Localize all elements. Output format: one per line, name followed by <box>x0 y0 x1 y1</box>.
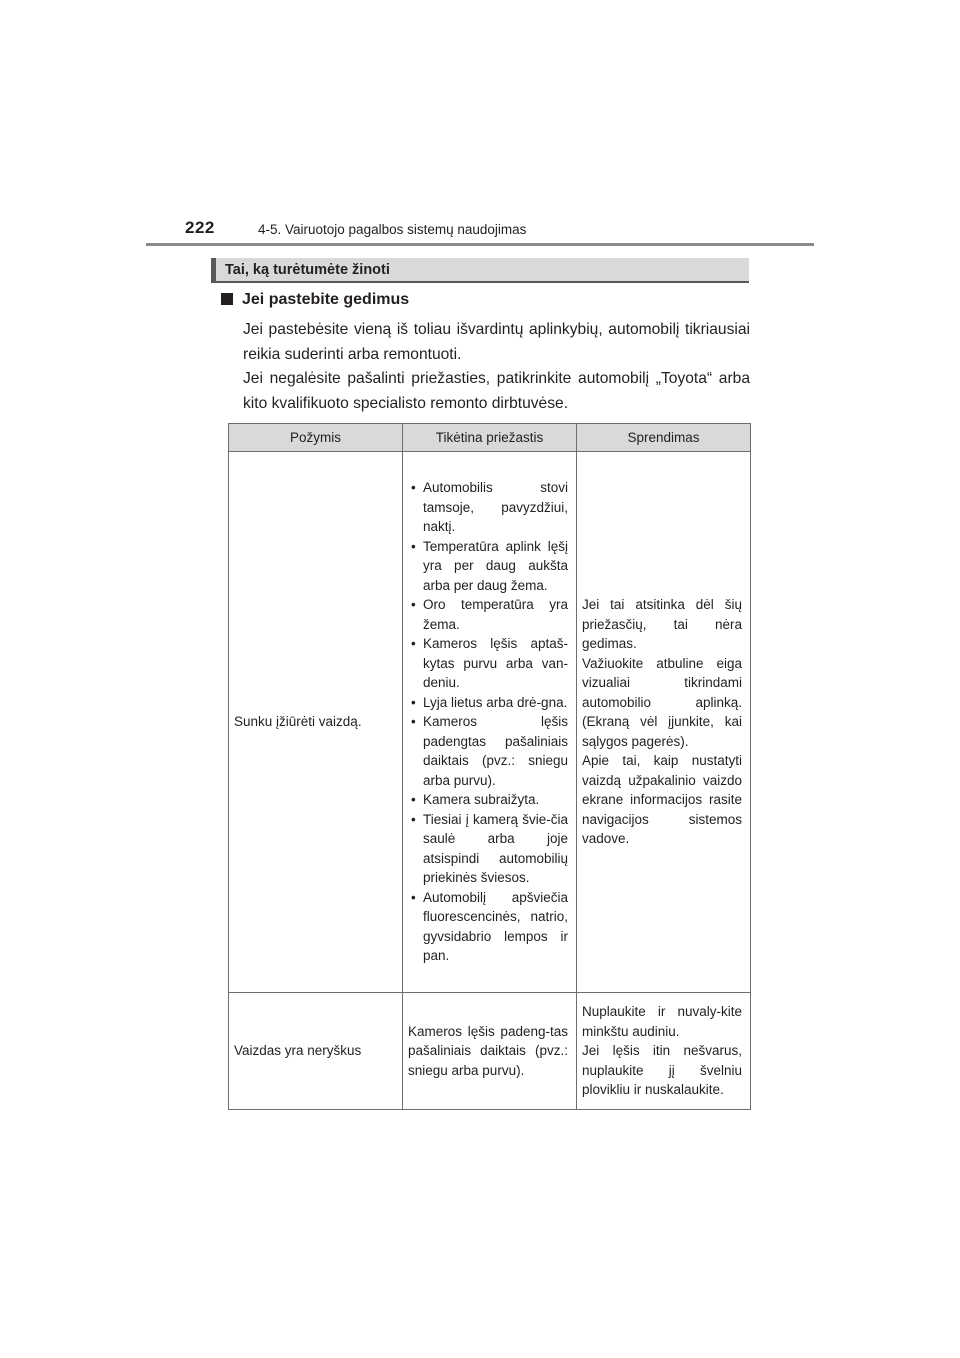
remedy-line: Apie tai, kaip nustatyti vaizdą užpakalinio vaizdo ekrane informacijos rasite navigacijos sistemos vadove. <box>582 753 742 847</box>
table-row <box>229 452 751 993</box>
column-header-symptom: Požymis <box>229 424 403 452</box>
intro-paragraph: Jei pastebėsite vieną iš toliau išvardintų aplinkybių, automobilį tikriausiai reikia suderinti arba remontuoti. <box>243 321 750 363</box>
remedy-line: Važiuokite atbuline eiga vizualiai tikrindami automobilio aplinką. (Ekraną vėl įjunkite, kai sąlygos pagerės). <box>582 655 742 749</box>
remedy-cell <box>577 993 751 1110</box>
table-row <box>229 993 751 1110</box>
list-item: • Lyja lietus arba drė-gna. <box>411 694 568 710</box>
remedy-cell <box>577 452 751 993</box>
page-number: 222 <box>185 218 215 237</box>
list-item: • Oro temperatūra yra žema. <box>411 597 568 632</box>
section-banner <box>211 258 749 283</box>
table-header-row <box>229 424 751 452</box>
section-title: Tai, ką turėtumėte žinoti <box>225 262 390 278</box>
list-item: • Kameros lęšis padengtas pašaliniais daiktais (pvz.: sniegu arba purvu). <box>411 714 568 788</box>
remedy-line: Jei tai atsitinka dėl šių priežasčių, tai nėra gedimas. <box>582 597 742 652</box>
list-item: • Kameros lęšis aptaš-kytas purvu arba van-deniu. <box>411 636 568 691</box>
remedy-line: Jei lęšis itin nešvarus, nuplaukite jį švelniu plovikliu ir nuskalaukite. <box>582 1043 742 1098</box>
cause-list <box>408 478 568 966</box>
cause-cell: Kameros lęšis padeng-tas pašaliniais daiktais (pvz.: sniegu arba purvu). <box>403 993 577 1110</box>
chapter-title: 4-5. Vairuotojo pagalbos sistemų naudojimas <box>258 222 527 237</box>
list-item: • Automobilį apšviečia fluorescencinės, natrio, gyvsidabrio lempos ir pan. <box>411 889 568 964</box>
square-bullet-icon <box>221 293 233 305</box>
column-header-cause: Tikėtina priežastis <box>403 424 577 452</box>
cause-cell <box>403 452 577 993</box>
symptom-cell: Vaizdas yra neryškus <box>229 993 403 1110</box>
list-item: • Automobilis stovi tamsoje, pavyzdžiui, naktį. <box>411 480 568 535</box>
subsection-title: Jei pastebite gedimus <box>242 291 410 308</box>
service-paragraph: Jei negalėsite pašalinti priežasties, patikrinkite automobilį „Toyota“ arba kito kvalifikuoto specialisto remonto dirbtuvėse. <box>243 370 750 412</box>
list-item: • Temperatūra aplink lęšį yra per daug aukšta arba per daug žema. <box>411 538 568 593</box>
symptom-cell: Sunku įžiūrėti vaizdą. <box>229 452 403 993</box>
list-item: • Tiesiai į kamerą švie-čia saulė arba joje atsispindi automobilių priekinės šviesos. <box>411 811 568 886</box>
column-header-remedy: Sprendimas <box>577 424 751 452</box>
troubleshooting-table <box>228 423 751 1110</box>
remedy-line: Nuplaukite ir nuvaly-kite minkštu audiniu. <box>582 1004 742 1039</box>
list-item: • Kamera subraižyta. <box>411 792 540 808</box>
subsection-heading <box>221 291 409 309</box>
header-divider <box>146 243 814 246</box>
